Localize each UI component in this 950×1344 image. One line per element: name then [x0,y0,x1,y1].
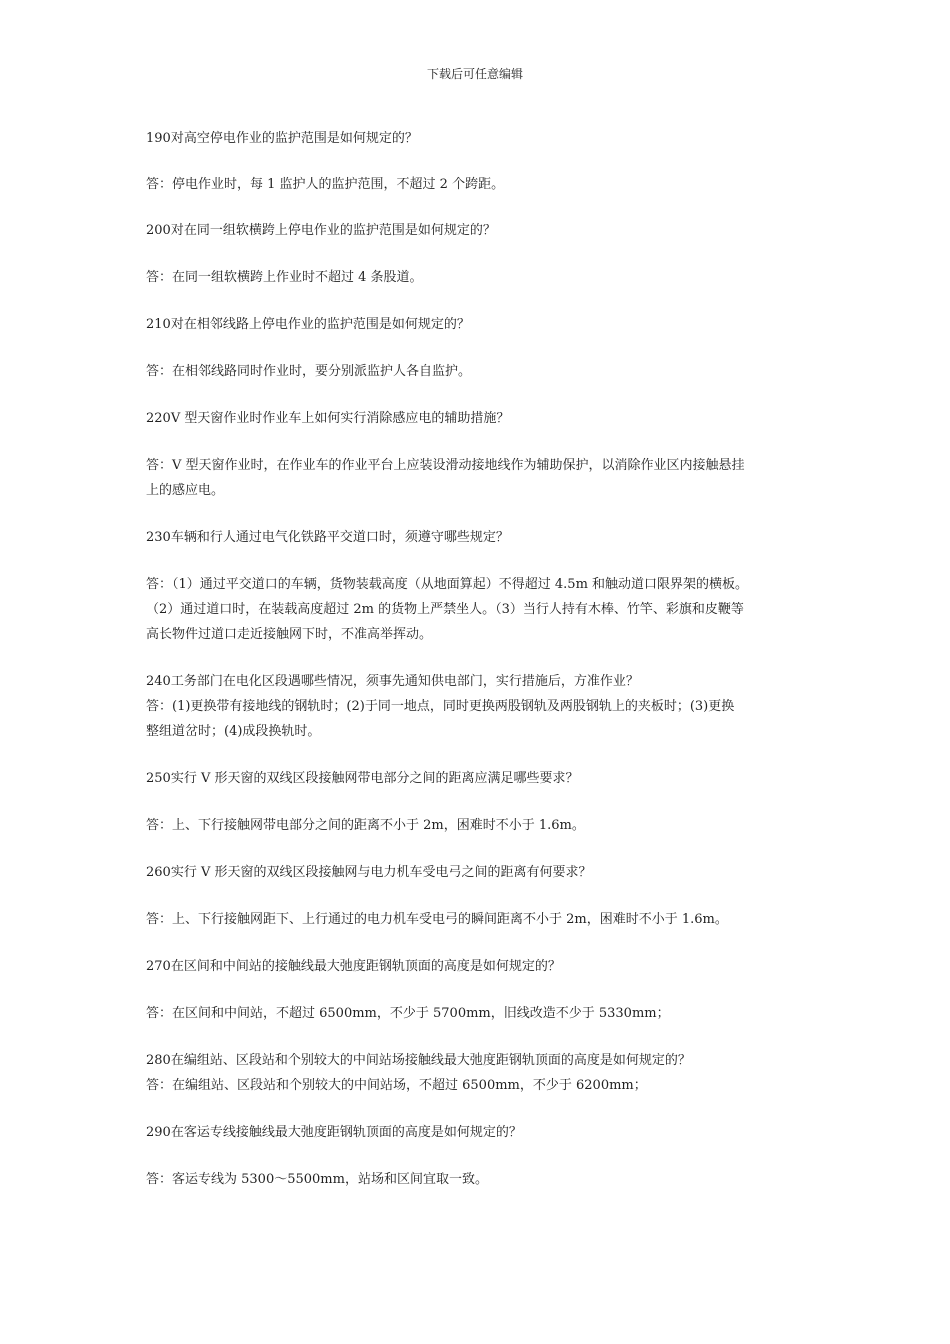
answer-22-line-2: 上的感应电。 [146,483,225,498]
answer-21: 答：在相邻线路同时作业时，要分别派监护人各自监护。 [146,364,472,379]
answer-29: 答：客运专线为 5300～5500mm，站场和区间宜取一致。 [146,1172,488,1187]
answer-28: 答：在编组站、区段站和个别较大的中间站场，不超过 6500mm，不少于 6200mm； [146,1078,647,1093]
answer-25: 答：上、下行接触网带电部分之间的距离不小于 2m，困难时不小于 1.6m。 [146,818,585,833]
answer-22-line-1: 答：V 型天窗作业时，在作业车的作业平台上应装设滑动接地线作为辅助保护，以消除作业区内接触悬挂 [146,458,745,473]
question-26: 260实行 V 形天窗的双线区段接触网与电力机车受电弓之间的距离有何要求？ [146,865,592,880]
answer-20: 答：在同一组软横跨上作业时不超过 4 条股道。 [146,270,423,285]
question-23: 230车辆和行人通过电气化铁路平交道口时，须遵守哪些规定？ [146,530,509,545]
question-24: 240工务部门在电化区段遇哪些情况，须事先通知供电部门，实行措施后，方准作业？ [146,674,639,689]
page-header: 下载后可任意编辑 [426,67,523,81]
answer-23-line-2: （2）通过道口时，在装载高度超过 2m 的货物上严禁坐人。（3）当行人持有木棒、竹竿、彩旗和皮鞭等 [146,602,744,617]
question-29: 290在客运专线接触线最大弛度距钢轨顶面的高度是如何规定的？ [146,1125,522,1140]
question-19: 190对高空停电作业的监护范围是如何规定的？ [146,131,418,146]
answer-27: 答：在区间和中间站，不超过 6500mm，不少于 5700mm，旧线改造不少于 5330mm； [146,1006,670,1021]
question-20: 200对在同一组软横跨上停电作业的监护范围是如何规定的？ [146,223,496,238]
answer-26: 答：上、下行接触网距下、上行通过的电力机车受电弓的瞬间距离不小于 2m，困难时不小于 1.6m。 [146,912,728,927]
answer-24-line-1: 答：(1)更换带有接地线的钢轨时；(2)于同一地点，同时更换两股钢轨及两股钢轨上的夹板时；(3)更换 [146,699,735,714]
answer-19: 答：停电作业时，每 1 监护人的监护范围，不超过 2 个跨距。 [146,177,505,192]
question-27: 270在区间和中间站的接触线最大弛度距钢轨顶面的高度是如何规定的？ [146,959,561,974]
answer-23-line-1: 答：（1）通过平交道口的车辆，货物装载高度（从地面算起）不得超过 4.5m 和触动道口限界架的横板。 [146,577,749,592]
question-22: 220V 型天窗作业时作业车上如何实行消除感应电的辅助措施？ [146,411,510,426]
answer-24-line-2: 整组道岔时；(4)成段换轨时。 [146,724,321,739]
question-21: 210对在相邻线路上停电作业的监护范围是如何规定的？ [146,317,470,332]
question-28: 280在编组站、区段站和个别较大的中间站场接触线最大弛度距钢轨顶面的高度是如何规定的？ [146,1053,691,1068]
answer-23-line-3: 高长物件过道口走近接触网下时，不准高举挥动。 [146,627,433,642]
question-25: 250实行 V 形天窗的双线区段接触网带电部分之间的距离应满足哪些要求？ [146,771,579,786]
